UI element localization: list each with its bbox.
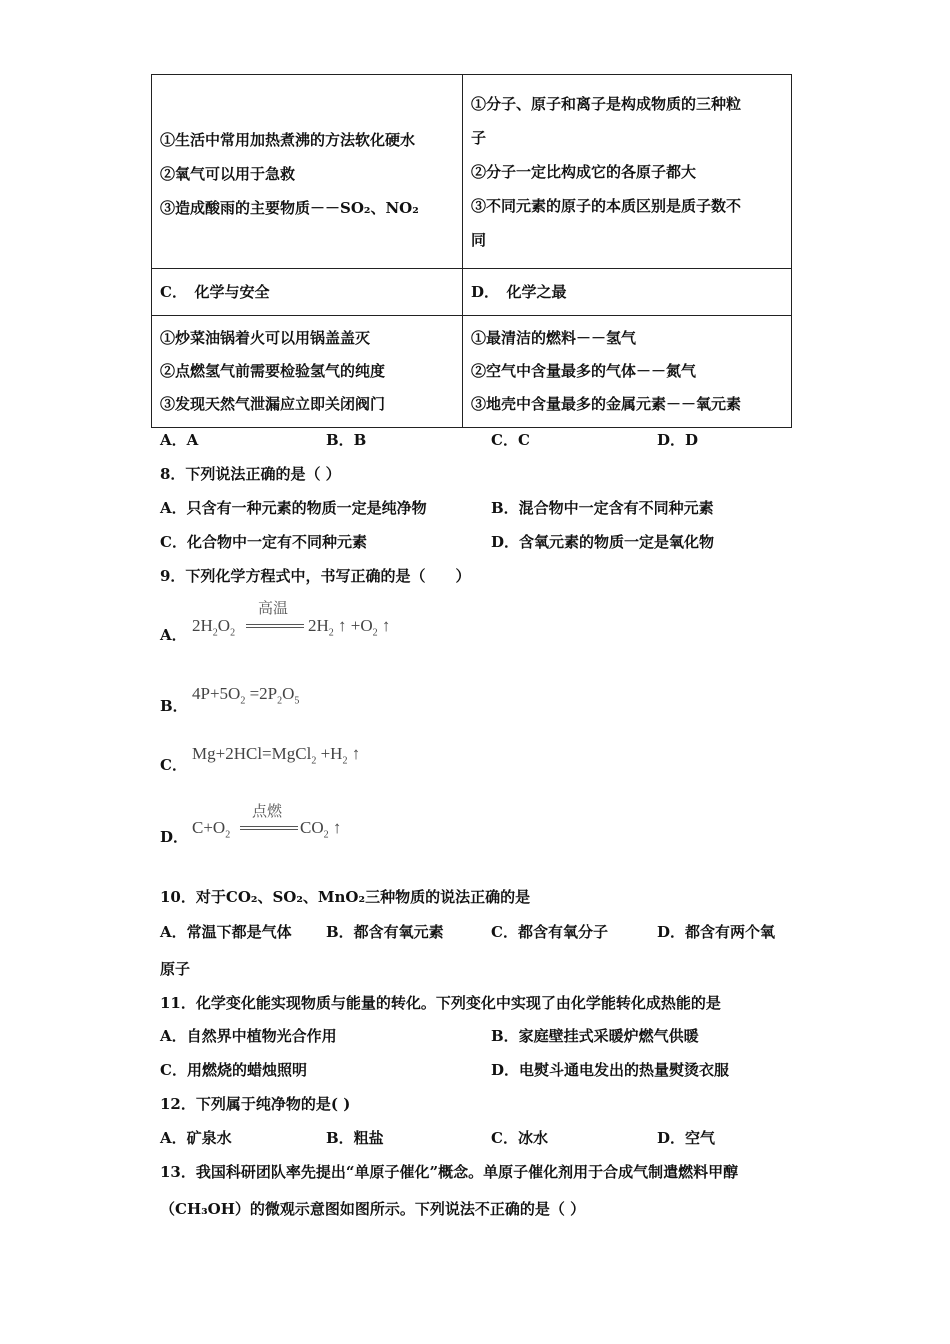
table-cell-d [463,316,792,428]
equation-a-left: $2H_2O_2$ [192,616,236,639]
list-item: ①炒菜油锅着火可以用锅盖盖灭 [160,329,371,347]
option-a: A．常温下都是气体 [160,923,292,941]
list-item: ①最清洁的燃料－－氢气 [471,329,637,347]
list-item: ②空气中含量最多的气体－－氮气 [471,362,697,380]
question-stem-continuation: （CH₃OH）的微观示意图如图所示。下列说法不正确的是（ ） [160,1200,586,1218]
option-b: B．都含有氧元素 [326,923,444,941]
option-c: C．C [491,431,530,449]
question-stem: 12．下列属于纯净物的是( ) [160,1095,351,1113]
option-c: C．用燃烧的蜡烛照明 [160,1061,307,1079]
list-item: ①生活中常用加热煮沸的方法软化硬水 [160,130,416,149]
table-header-c: C． 化学与安全 [152,269,463,316]
option-a-label: A． [160,626,187,644]
equation-b: $4P+5O_2 =2P_2O_5$ [192,684,300,707]
list-item: ②氧气可以用于急救 [160,164,296,183]
list-item: ③地壳中含量最多的金属元素－－氧元素 [471,395,742,413]
list-item: ②分子一定比构成它的各原子都大 [471,162,697,181]
option-c: C．都含有氧分子 [491,923,608,941]
list-item: 同 [471,230,487,249]
equation-d-left: $C+O_2$ [192,818,231,841]
option-d: D．都含有两个氧 [657,923,776,941]
equals-sign [246,624,304,628]
list-item: ③不同元素的原子的本质区别是质子数不 [471,196,742,215]
list-item: ①分子、原子和离子是构成物质的三种粒 [471,94,742,113]
list-item: ②点燃氢气前需要检验氢气的纯度 [160,362,386,380]
question-stem: 10．对于CO₂、SO₂、MnO₂三种物质的说法正确的是 [160,888,531,906]
equation-d-right: $CO_2$ ↑ [300,818,342,841]
option-d: D．电熨斗通电发出的热量熨烫衣服 [491,1061,730,1079]
option-b: B．B [326,431,367,449]
option-a: A．只含有一种元素的物质一定是纯净物 [160,499,427,517]
option-d: D．D [657,431,699,449]
option-b: B．混合物中一定含有不同种元素 [491,499,714,517]
option-a: A．自然界中植物光合作用 [160,1027,337,1045]
option-b: B．家庭壁挂式采暖炉燃气供暖 [491,1027,699,1045]
option-d-label: D． [160,828,189,846]
table-cell-b-left [152,75,463,269]
option-d: D．空气 [657,1129,716,1147]
list-item: ③造成酸雨的主要物质－－SO₂、NO₂ [160,198,419,217]
option-c: C．冰水 [491,1129,548,1147]
option-c-label: C． [160,756,187,774]
option-b-label: B． [160,697,188,715]
equation-c: Mg+2HCl=MgCl$_2$ $+H_2$ ↑ [192,744,361,767]
option-a: A．A [160,431,199,449]
list-item: ③发现天然气泄漏应立即关闭阀门 [160,395,386,413]
option-b: B．粗盐 [326,1129,384,1147]
question-stem: 9．下列化学方程式中，书写正确的是（ ） [160,567,471,585]
option-a: A．矿泉水 [160,1129,232,1147]
table-header-d: D． 化学之最 [463,269,792,316]
list-item: 子 [471,128,487,147]
option-c: C．化合物中一定有不同种元素 [160,533,367,551]
equation-a-right: $2H_2$ ↑ $+O_2$ ↑ [308,616,391,639]
knowledge-table [151,74,792,428]
option-d-continuation: 原子 [160,960,191,978]
condition-a: 高温 [258,599,289,617]
option-d: D．含氧元素的物质一定是氧化物 [491,533,715,551]
condition-d: 点燃 [252,802,283,820]
question-stem: 11．化学变化能实现物质与能量的转化。下列变化中实现了由化学能转化成热能的是 [160,994,721,1012]
question-stem: 13．我国科研团队率先提出“单原子催化”概念。单原子催化剂用于合成气制遣燃料甲醇 [160,1163,739,1181]
table-cell-c [152,316,463,428]
equals-sign [240,826,298,830]
question-stem: 8．下列说法正确的是（ ） [160,465,341,483]
table-cell-b-right [463,75,792,269]
